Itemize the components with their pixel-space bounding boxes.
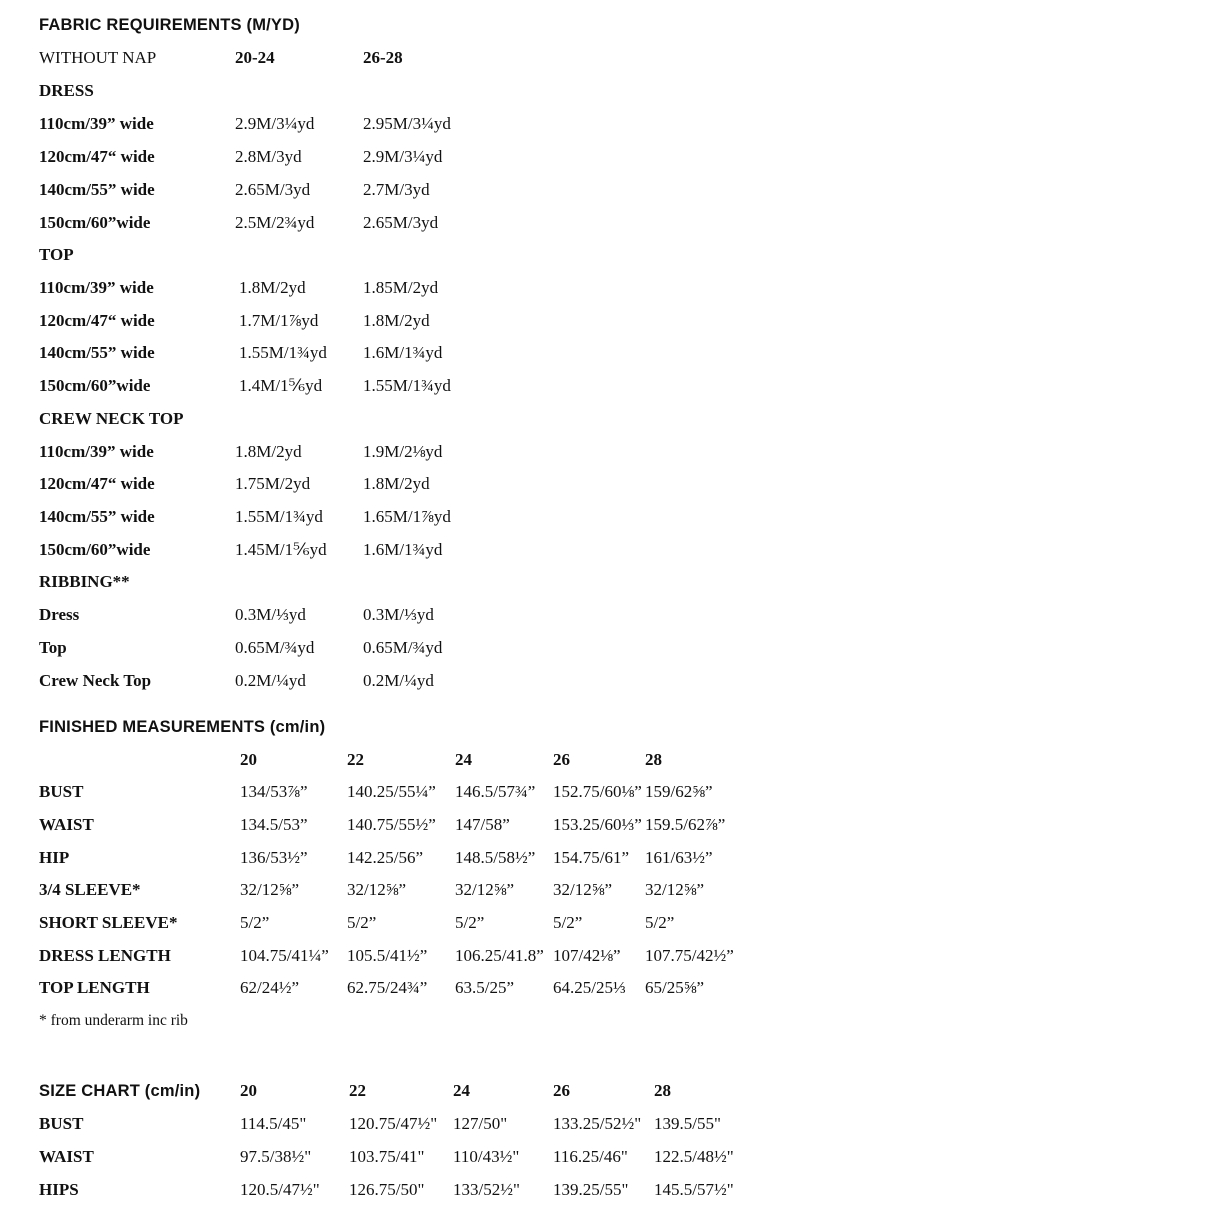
body-measure-value: 120.5/47½" — [240, 1180, 320, 1199]
fabric-value: 2.65M/3yd — [363, 213, 439, 232]
fabric-value: 1.7M/1⅞yd — [239, 311, 319, 330]
fabric-value: 1.8M/2yd — [363, 474, 430, 493]
measurement-value: 62.75/24¾” — [347, 978, 428, 997]
fabric-value: 1.8M/2yd — [235, 442, 302, 461]
fabric-row — [0, 469, 1214, 499]
fabric-value: 1.6M/1¾yd — [363, 540, 443, 559]
fabric-width-label: 140cm/55” wide — [39, 343, 155, 362]
footnote: * from underarm inc rib — [39, 1012, 188, 1029]
measurement-row — [0, 777, 1214, 807]
measurement-value: 159.5/62⅞” — [645, 815, 726, 834]
measurement-value: 161/63½” — [645, 848, 713, 867]
measurement-value: 5/2” — [645, 913, 675, 932]
size-header: 22 — [347, 750, 364, 769]
group-heading-row — [0, 240, 1214, 270]
fabric-width-label: 110cm/39” wide — [39, 442, 154, 461]
fabric-header-row — [0, 43, 1214, 73]
measurement-label: WAIST — [39, 815, 94, 834]
fabric-row — [0, 600, 1214, 630]
fabric-row — [0, 338, 1214, 368]
size-header: 28 — [645, 750, 662, 769]
fabric-value: 2.9M/3¼yd — [363, 147, 443, 166]
fabric-width-label: 140cm/55” wide — [39, 507, 155, 526]
fabric-width-label: 120cm/47“ wide — [39, 147, 155, 166]
body-measure-value: 116.25/46" — [553, 1147, 628, 1166]
measurement-value: 134/53⅞” — [240, 782, 308, 801]
size-header: 20 — [240, 1081, 257, 1100]
fabric-value: 0.2M/¼yd — [363, 671, 434, 690]
measurement-label: BUST — [39, 782, 84, 801]
fabric-value: 2.9M/3¼yd — [235, 114, 315, 133]
group-heading: CREW NECK TOP — [39, 409, 184, 428]
measurement-row — [0, 908, 1214, 938]
ribbing-label: Top — [39, 638, 67, 657]
measurement-value: 32/12⅝” — [455, 880, 515, 899]
body-measure-label: BUST — [39, 1114, 84, 1133]
fabric-row — [0, 666, 1214, 696]
ribbing-label: Crew Neck Top — [39, 671, 152, 690]
body-measure-label: WAIST — [39, 1147, 94, 1166]
size-chart-title: SIZE CHART (cm/in) — [39, 1082, 201, 1100]
fabric-value: 0.65M/¾yd — [363, 638, 443, 657]
fabric-row — [0, 437, 1214, 467]
measurement-value: 62/24½” — [240, 978, 300, 997]
body-measure-value: 120.75/47½" — [349, 1114, 438, 1133]
body-measure-value: 133.25/52½" — [553, 1114, 642, 1133]
measurement-value: 32/12⅝” — [347, 880, 407, 899]
fabric-title-row — [0, 10, 1214, 40]
size-chart-header-row — [0, 1076, 1214, 1106]
group-heading: DRESS — [39, 81, 94, 100]
measurement-value: 152.75/60⅛” — [553, 782, 642, 801]
fabric-width-label: 110cm/39” wide — [39, 278, 154, 297]
fabric-row — [0, 502, 1214, 532]
group-heading: RIBBING** — [39, 572, 130, 591]
fabric-width-label: 120cm/47“ wide — [39, 474, 155, 493]
body-measure-value: 139.5/55" — [654, 1114, 721, 1133]
nap-label: WITHOUT NAP — [39, 48, 157, 67]
measurement-label: HIP — [39, 848, 70, 867]
fabric-title: FABRIC REQUIREMENTS (M/YD) — [39, 16, 300, 34]
measurement-value: 142.25/56” — [347, 848, 424, 867]
fabric-row — [0, 208, 1214, 238]
measurement-value: 153.25/60⅓” — [553, 815, 642, 834]
measurement-value: 5/2” — [455, 913, 485, 932]
fabric-value: 2.5M/2¾yd — [235, 213, 315, 232]
measurement-value: 32/12⅝” — [553, 880, 613, 899]
fabric-width-label: 150cm/60”wide — [39, 376, 151, 395]
fabric-row — [0, 371, 1214, 401]
measurement-row — [0, 941, 1214, 971]
group-heading-row — [0, 404, 1214, 434]
ribbing-label: Dress — [39, 605, 80, 624]
fabric-row — [0, 142, 1214, 172]
fabric-row — [0, 535, 1214, 565]
body-measure-value: 126.75/50" — [349, 1180, 425, 1199]
fabric-value: 1.9M/2⅛yd — [363, 442, 443, 461]
measurement-row — [0, 973, 1214, 1003]
fabric-width-label: 150cm/60”wide — [39, 540, 151, 559]
fabric-row — [0, 633, 1214, 663]
body-measure-label: HIPS — [39, 1180, 79, 1199]
body-measure-value: 103.75/41" — [349, 1147, 425, 1166]
size-chart-row — [0, 1175, 1214, 1205]
fabric-value: 2.65M/3yd — [235, 180, 311, 199]
measurement-label: TOP LENGTH — [39, 978, 150, 997]
fabric-row — [0, 175, 1214, 205]
measurement-value: 64.25/25⅓ — [553, 978, 626, 997]
measurement-value: 107.75/42½” — [645, 946, 734, 965]
fabric-value: 2.95M/3¼yd — [363, 114, 451, 133]
measurement-row — [0, 843, 1214, 873]
fabric-value: 1.8M/2yd — [239, 278, 306, 297]
fabric-value: 0.3M/⅓yd — [363, 605, 434, 624]
measurement-value: 147/58” — [455, 815, 510, 834]
measurement-value: 140.25/55¼” — [347, 782, 436, 801]
measurement-value: 63.5/25” — [455, 978, 515, 997]
size-col-header: 26-28 — [363, 48, 403, 67]
finished-title-row — [0, 712, 1214, 742]
footnote-row — [0, 1006, 1214, 1036]
fabric-width-label: 110cm/39” wide — [39, 114, 154, 133]
measurement-value: 134.5/53” — [240, 815, 308, 834]
fabric-value: 2.7M/3yd — [363, 180, 430, 199]
measurement-value: 146.5/57¾” — [455, 782, 536, 801]
measurement-value: 5/2” — [347, 913, 377, 932]
fabric-value: 1.8M/2yd — [363, 311, 430, 330]
body-measure-value: 122.5/48½" — [654, 1147, 734, 1166]
size-header: 24 — [455, 750, 472, 769]
measurement-value: 32/12⅝” — [240, 880, 300, 899]
size-chart-row — [0, 1142, 1214, 1172]
measurement-row — [0, 810, 1214, 840]
fabric-row — [0, 273, 1214, 303]
fabric-value: 1.45M/1⅚yd — [235, 540, 327, 559]
body-measure-value: 145.5/57½" — [654, 1180, 734, 1199]
measurement-value: 5/2” — [553, 913, 583, 932]
measurement-row — [0, 875, 1214, 905]
fabric-value: 1.65M/1⅞yd — [363, 507, 451, 526]
fabric-value: 1.4M/1⅚yd — [239, 376, 323, 395]
finished-size-row — [0, 745, 1214, 775]
measurement-value: 107/42⅛” — [553, 946, 621, 965]
fabric-value: 2.8M/3yd — [235, 147, 302, 166]
body-measure-value: 139.25/55" — [553, 1180, 629, 1199]
body-measure-value: 114.5/45" — [240, 1114, 307, 1133]
measurement-label: 3/4 SLEEVE* — [39, 880, 141, 899]
size-col-header: 20-24 — [235, 48, 275, 67]
size-header: 26 — [553, 1081, 570, 1100]
measurement-value: 154.75/61” — [553, 848, 630, 867]
measurement-label: DRESS LENGTH — [39, 946, 171, 965]
body-measure-value: 133/52½" — [453, 1180, 520, 1199]
fabric-value: 1.55M/1¾yd — [239, 343, 327, 362]
body-measure-value: 110/43½" — [453, 1147, 520, 1166]
size-header: 28 — [654, 1081, 671, 1100]
measurement-value: 104.75/41¼” — [240, 946, 329, 965]
fabric-value: 0.2M/¼yd — [235, 671, 306, 690]
finished-title: FINISHED MEASUREMENTS (cm/in) — [39, 718, 326, 736]
fabric-row — [0, 306, 1214, 336]
measurement-value: 105.5/41½” — [347, 946, 428, 965]
fabric-width-label: 150cm/60”wide — [39, 213, 151, 232]
group-heading: TOP — [39, 245, 74, 264]
size-header: 26 — [553, 750, 570, 769]
body-measure-value: 97.5/38½" — [240, 1147, 312, 1166]
measurement-label: SHORT SLEEVE* — [39, 913, 178, 932]
fabric-row — [0, 109, 1214, 139]
fabric-value: 0.65M/¾yd — [235, 638, 315, 657]
fabric-value: 1.75M/2yd — [235, 474, 311, 493]
fabric-width-label: 120cm/47“ wide — [39, 311, 155, 330]
measurement-value: 32/12⅝” — [645, 880, 705, 899]
fabric-value: 1.55M/1¾yd — [363, 376, 451, 395]
fabric-value: 0.3M/⅓yd — [235, 605, 306, 624]
measurement-value: 148.5/58½” — [455, 848, 536, 867]
fabric-value: 1.55M/1¾yd — [235, 507, 323, 526]
fabric-value: 1.6M/1¾yd — [363, 343, 443, 362]
measurement-value: 159/62⅝” — [645, 782, 713, 801]
fabric-width-label: 140cm/55” wide — [39, 180, 155, 199]
group-heading-row — [0, 567, 1214, 597]
measurement-value: 106.25/41.8” — [455, 946, 544, 965]
measurement-value: 65/25⅝” — [645, 978, 705, 997]
measurement-value: 136/53½” — [240, 848, 308, 867]
measurement-value: 5/2” — [240, 913, 270, 932]
size-chart-row — [0, 1109, 1214, 1139]
size-header: 24 — [453, 1081, 470, 1100]
body-measure-value: 127/50" — [453, 1114, 508, 1133]
measurement-value: 140.75/55½” — [347, 815, 436, 834]
fabric-value: 1.85M/2yd — [363, 278, 439, 297]
size-header: 22 — [349, 1081, 366, 1100]
group-heading-row — [0, 76, 1214, 106]
size-header: 20 — [240, 750, 257, 769]
